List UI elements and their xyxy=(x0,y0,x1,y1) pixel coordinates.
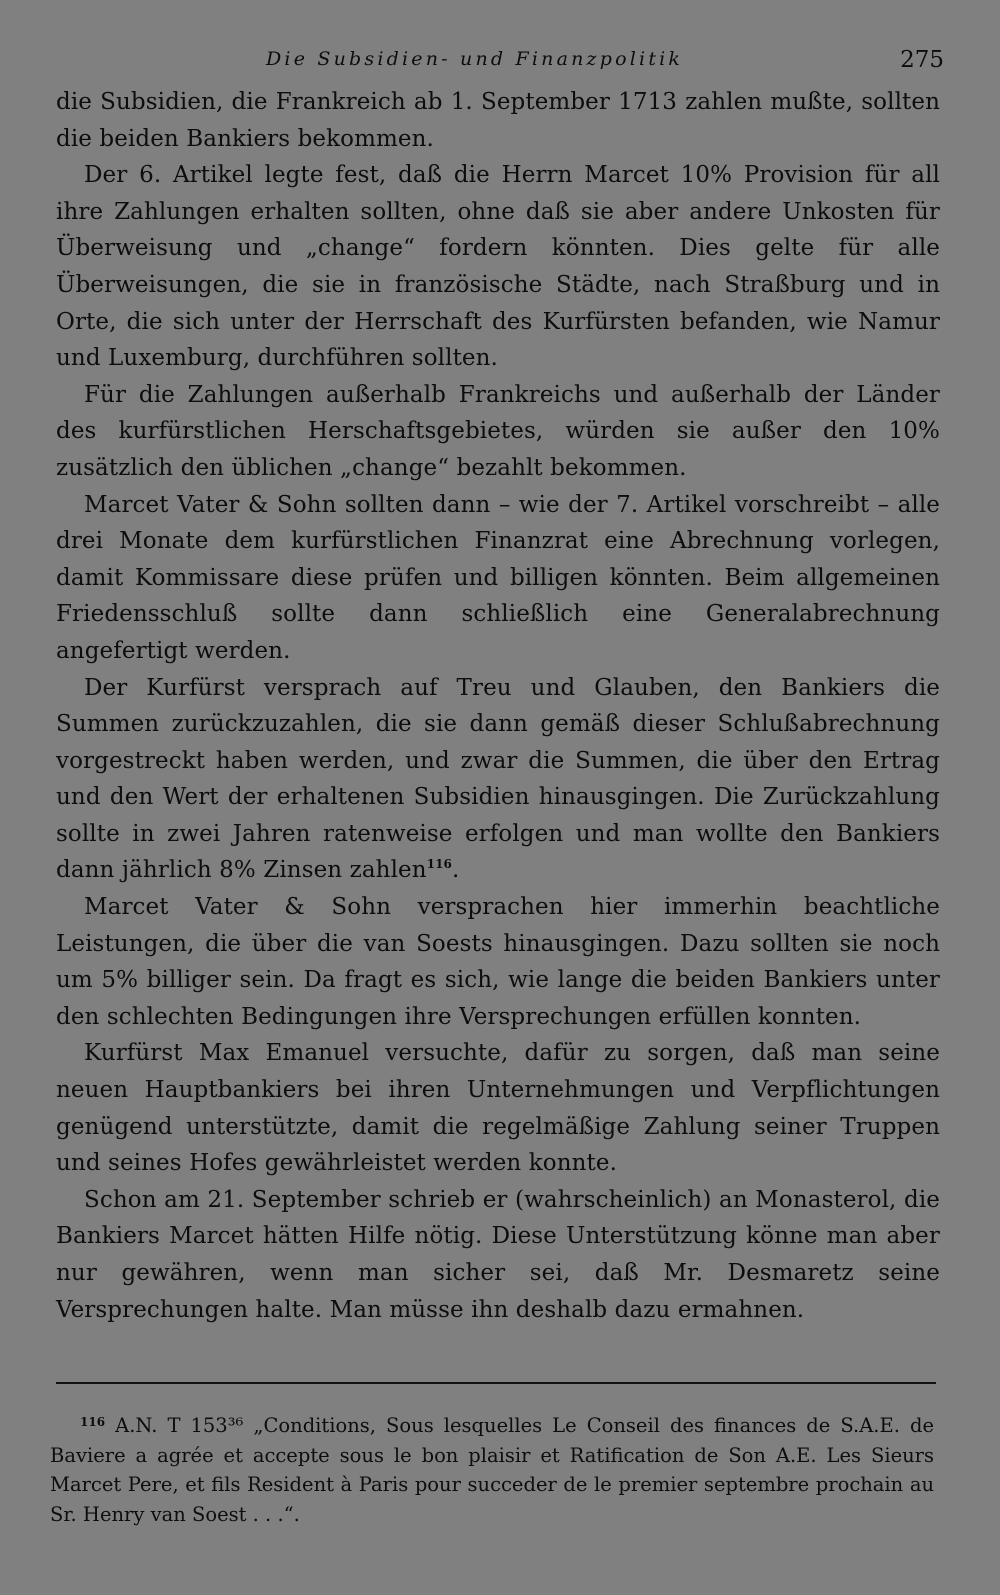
running-title: Die Subsidien- und Finanzpolitik xyxy=(266,48,684,70)
page xyxy=(56,44,944,1328)
paragraph: Marcet Vater & Sohn versprachen hier immerhin beachtliche Leistungen, die über die van Soests hinausgingen. Dazu sollten sie noch um 5% billiger sein. Da fragt es sich, wie lange die beiden Bankiers unter den schlechten Bedingungen ihre Versprechungen erfüllen konnten. xyxy=(56,894,940,1030)
page-header xyxy=(56,44,944,84)
paragraph xyxy=(56,670,940,890)
paragraph: Marcet Vater & Sohn sollten dann – wie der 7. Artikel vorschreibt – alle drei Monate dem kurfürstlichen Finanzrat eine Abrechnung vorlegen, damit Kommissare diese prüfen und billigen könnten. Beim allgemeinen Friedensschluß sollte dann schließlich eine Generalabrechnung angefertigt werden. xyxy=(56,491,940,664)
page-number: 275 xyxy=(900,47,944,73)
paragraph: Kurfürst Max Emanuel versuchte, dafür zu sorgen, daß man seine neuen Hauptbankiers bei ihren Unternehmungen und Verpflichtungen genügend unterstützte, damit die regelmäßige Zahlung seiner Truppen und seines Hofes gewährleistet werden konnte. xyxy=(56,1040,940,1177)
sentence-end: . xyxy=(452,857,460,884)
body-text xyxy=(56,84,940,1328)
paragraph: Für die Zahlungen außerhalb Frankreichs und außerhalb der Länder des kurfürstlichen Herschaftsgebietes, würden sie außer den 10% zusätzlich den üblichen „change“ bezahlt bekommen. xyxy=(56,381,940,481)
footnote-text: A.N. T 153³⁶ „Conditions, Sous lesquelles Le Conseil des finances de S.A.E. de Baviere a agrée et accepte sous le bon plaisir et Ratification de Son A.E. Les Sieurs Marcet Pere, et fils Resident à Paris pour succeder de le premier septembre prochain au Sr. Henry van Soest . . .“. xyxy=(50,1414,934,1526)
footnote xyxy=(50,1408,934,1529)
paragraph: die Subsidien, die Frankreich ab 1. September 1713 zahlen mußte, sollten die beiden Bankiers bekommen. xyxy=(56,89,940,152)
paragraph-text: Der Kurfürst versprach auf Treu und Glauben, den Bankiers die Summen zurückzuzahlen, die sie dann gemäß dieser Schlußabrechnung vorgestreckt haben werden, und zwar die Summen, die über den Ertrag und den Wert der erhaltenen Subsidien hinausgingen. Die Zurückzahlung sollte in zwei Jahren ratenweise erfolgen und man wollte den Bankiers dann jährlich 8% Zinsen zahlen xyxy=(56,674,940,884)
footnote-reference: 116 xyxy=(426,857,453,872)
paragraph: Schon am 21. September schrieb er (wahrscheinlich) an Monasterol, die Bankiers Marcet hätten Hilfe nötig. Diese Unterstützung könne man aber nur gewähren, wenn man sicher sei, daß Mr. Desmaretz seine Versprechungen halte. Man müsse ihn deshalb dazu ermahnen. xyxy=(56,1186,940,1323)
footnote-divider xyxy=(56,1382,936,1384)
paragraph: Der 6. Artikel legte fest, daß die Herrn Marcet 10% Provision für all ihre Zahlungen erhalten sollten, ohne daß sie aber andere Unkosten für Überweisung und „change“ fordern könnten. Dies gelte für alle Überweisungen, die sie in französische Städte, nach Straßburg und in Orte, die sich unter der Herrschaft des Kurfürsten befanden, wie Namur und Luxemburg, durchführen sollten. xyxy=(56,162,940,372)
footnote-number: 116 xyxy=(80,1415,106,1429)
